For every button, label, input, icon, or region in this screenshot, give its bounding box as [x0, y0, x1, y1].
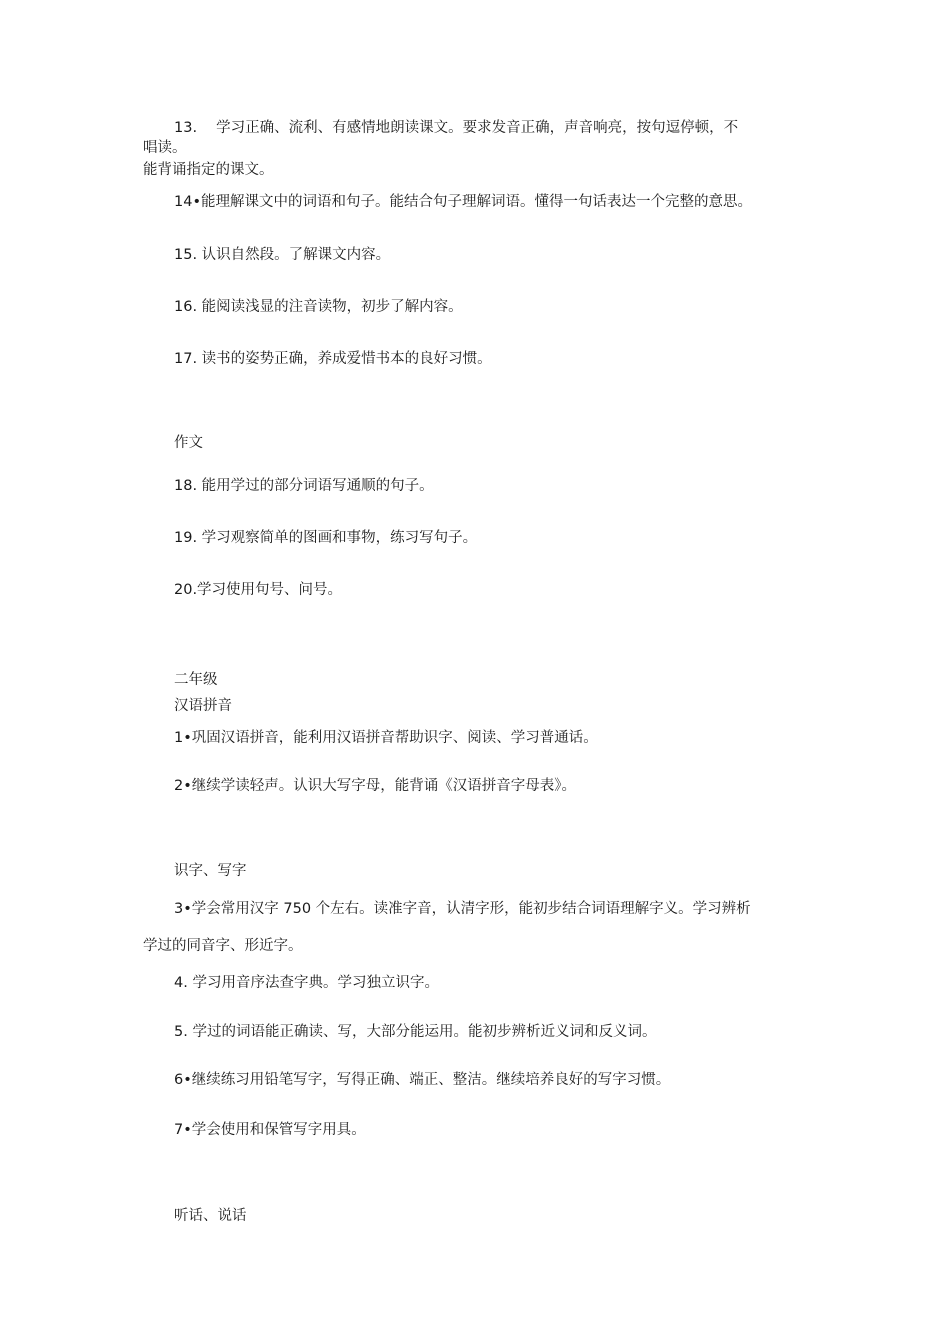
grade2-item-4: 4. 学习用音序法查字典。学习独立识字。 [174, 975, 439, 991]
grade2-item-3-line-2: 学过的同音字、形近字。 [143, 938, 303, 954]
heading-pinyin: 汉语拼音 [174, 698, 232, 714]
heading-writing: 作文 [174, 435, 203, 451]
heading-listening-speaking: 听话、说话 [174, 1208, 247, 1224]
item-15: 15. 认识自然段。了解课文内容。 [174, 247, 391, 263]
grade2-item-1: 1•巩固汉语拼音，能利用汉语拼音帮助识字、阅读、学习普通话。 [174, 730, 598, 746]
item-18: 18. 能用学过的部分词语写通顺的句子。 [174, 478, 434, 494]
item-19: 19. 学习观察简单的图画和事物，练习写句子。 [174, 530, 478, 546]
item-13-line-1: 13. 学习正确、流利、有感情地朗读课文。要求发音正确，声音响亮，按句逗停顿，不 [174, 120, 739, 136]
heading-literacy: 识字、写字 [174, 863, 247, 879]
grade2-item-3-line-1: 3•学会常用汉字 750 个左右。读准字音，认清字形，能初步结合词语理解字义。学习辨析 [174, 901, 751, 917]
item-17: 17. 读书的姿势正确，养成爱惜书本的良好习惯。 [174, 351, 492, 367]
item-13-line-2: 唱读。 [143, 140, 187, 156]
item-14: 14•能理解课文中的词语和句子。能结合句子理解词语。懂得一句话表达一个完整的意思。 [174, 194, 752, 210]
item-13-line-3: 能背诵指定的课文。 [143, 162, 274, 178]
grade2-item-7: 7•学会使用和保管写字用具。 [174, 1122, 366, 1138]
grade2-item-5: 5. 学过的词语能正确读、写，大部分能运用。能初步辨析近义词和反义词。 [174, 1024, 657, 1040]
item-16: 16. 能阅读浅显的注音读物，初步了解内容。 [174, 299, 463, 315]
item-20: 20.学习使用句号、问号。 [174, 582, 343, 598]
heading-grade-2: 二年级 [174, 672, 218, 688]
grade2-item-2: 2•继续学读轻声。认识大写字母，能背诵《汉语拼音字母表》。 [174, 778, 577, 794]
grade2-item-6: 6•继续练习用铅笔写字，写得正确、端正、整洁。继续培养良好的写字习惯。 [174, 1072, 671, 1088]
